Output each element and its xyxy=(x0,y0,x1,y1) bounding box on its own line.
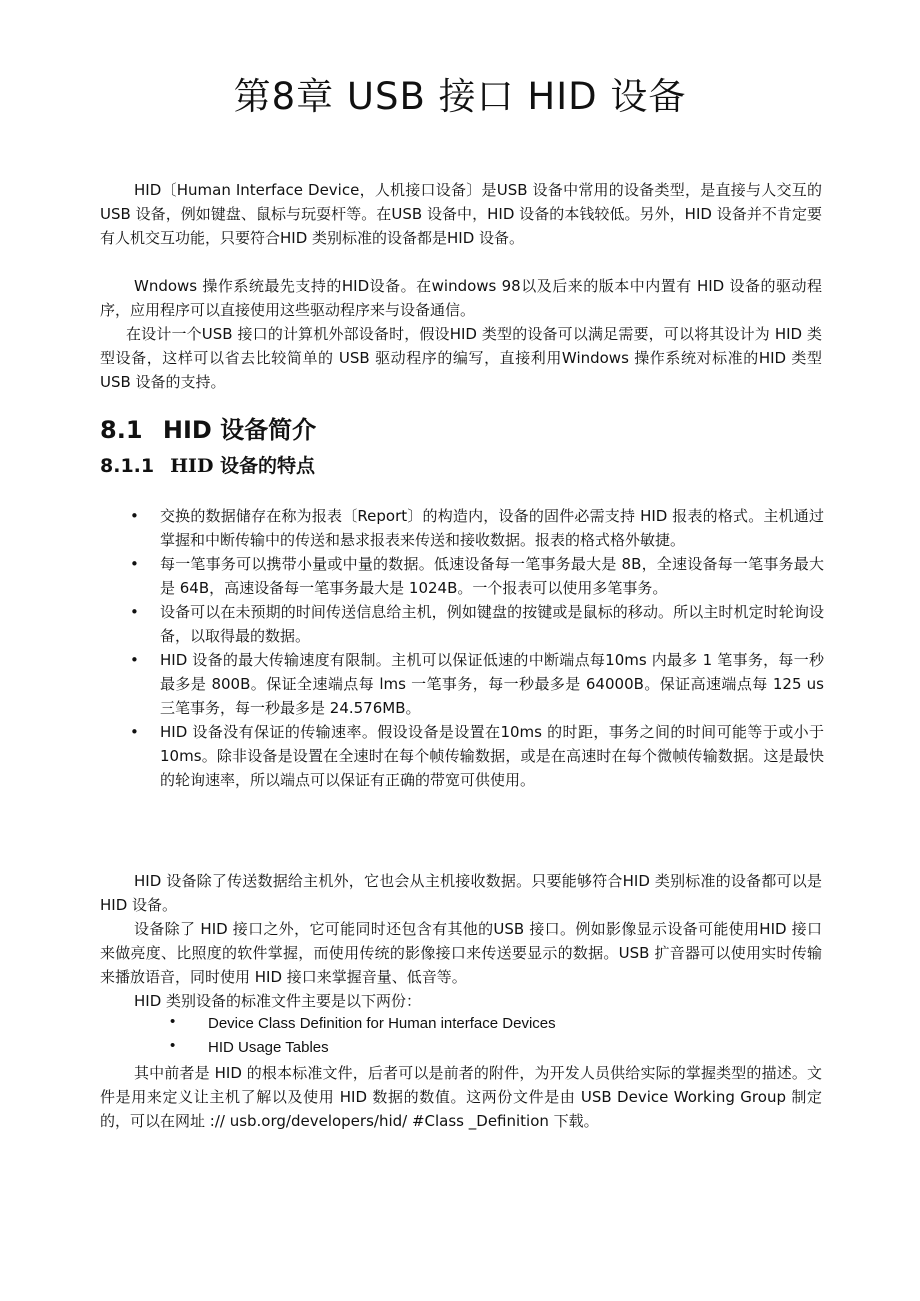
bullet-icon: • xyxy=(130,723,139,741)
intro-paragraph-1: HID〔Human Interface Device，人机接口设备〕是USB 设备中常用的设备类型，是直接与人交互的USB 设备，例如键盘、鼠标与玩耍杆等。在USB 设备中，HID 设备的本钱较低。另外，HID 设备并不肯定要有人机交互功能，只要符合HID 类别标准的设备都是HID 设备。 xyxy=(100,181,822,247)
list-item xyxy=(130,720,824,792)
intro-paragraph-2: Wndows 操作系统最先支持的HID设备。在windows 98以及后来的版本中内置有 HID 设备的驱动程序，应用程序可以直接使用这些驱动程序来与设备通信。 xyxy=(100,277,822,319)
list-item-text: HID 设备没有保证的传输速率。假设设备是设置在10ms 的时距，事务之间的时间可能等于或小于 10ms。除非设备是设置在全速时在每个帧传输数据，或是在高速时在每个微帧传输数据。这是最快的轮询速率，所以端点可以保证有正确的带宽可供使用。 xyxy=(160,723,824,789)
list-item-text: HID Usage Tables xyxy=(208,1039,329,1056)
body-paragraph-3: HID 类别设备的标准文件主要是以下两份： xyxy=(134,992,422,1010)
bullet-icon: • xyxy=(130,603,139,621)
list-item-text: 设备可以在未预期的时间传送信息给主机，例如键盘的按键或是鼠标的移动。所以主时机定时轮询设备，以取得最的数据。 xyxy=(160,603,824,645)
list-item xyxy=(130,600,824,648)
section-number: 8.1 xyxy=(100,416,143,444)
bullet-icon: • xyxy=(170,1013,176,1030)
bullet-icon: • xyxy=(130,507,139,525)
subsection-number: 8.1.1 xyxy=(100,455,155,477)
list-item-text: HID 设备的最大传输速度有限制。主机可以保证低速的中断端点每10ms 内最多 1 笔事务，每一秒最多是 800B。保证全速端点每 lms 一笔事务，每一秒最多是 64000B。保证高速端点每 125 us 三笔事务，每一秒最多是 24.576MB。 xyxy=(160,651,824,717)
list-item xyxy=(170,1012,556,1036)
list-item-text: 每一笔事务可以携带小量或中量的数据。低速设备每一笔事务最大是 8B，全速设备每一笔事务最大是 64B，高速设备每一笔事务最大是 1024B。一个报表可以使用多笔事务。 xyxy=(160,555,824,597)
body-paragraph-final: 其中前者是 HID 的根本标准文件，后者可以是前者的附件，为开发人员供给实际的掌握类型的描述。文件是用来定义让主机了解以及使用 HID 数据的数值。这两份文件是由 USB Device Working Group 制定的，可以在网址 :// usb.org/developers/hid/ #Class _Definition 下载。 xyxy=(100,1064,822,1130)
list-item xyxy=(130,504,824,552)
subsection-heading xyxy=(100,451,315,478)
standards-list xyxy=(170,1012,556,1060)
subsection-title: HID 设备的特点 xyxy=(170,455,316,477)
body-paragraph-1: HID 设备除了传送数据给主机外，它也会从主机接收数据。只要能够符合HID 类别标准的设备都可以是HID 设备。 xyxy=(100,872,822,914)
list-item xyxy=(170,1036,556,1060)
body-paragraph-2: 设备除了 HID 接口之外，它可能同时还包含有其他的USB 接口。例如影像显示设备可能使用HID 接口来做亮度、比照度的软件掌握，而使用传统的影像接口来传送要显示的数据。USB 扩音器可以使用实时传输来播放语音，同时使用 HID 接口来掌握音量、低音等。 xyxy=(100,920,822,986)
chapter-title: 第8章 USB 接口 HID 设备 xyxy=(233,75,687,118)
list-item xyxy=(130,648,824,720)
bullet-icon: • xyxy=(170,1037,176,1054)
list-item-text: 交换的数据储存在称为报表〔Report〕的构造内，设备的固件必需支持 HID 报表的格式。主机通过掌握和中断传输中的传送和悬求报表来传送和接收数据。报表的格式格外敏捷。 xyxy=(160,507,824,549)
bullet-icon: • xyxy=(130,651,139,669)
list-item-text: Device Class Definition for Human interface Devices xyxy=(208,1015,556,1032)
section-title: HID 设备简介 xyxy=(162,416,317,444)
feature-list xyxy=(130,504,824,792)
section-heading xyxy=(100,410,316,445)
bullet-icon: • xyxy=(130,555,139,573)
list-item xyxy=(130,552,824,600)
intro-paragraph-3: 在设计一个USB 接口的计算机外部设备时，假设HID 类型的设备可以满足需要，可以将其设计为 HID 类型设备，这样可以省去比较简单的 USB 驱动程序的编写，直接利用Windows 操作系统对标准的HID 类型USB 设备的支持。 xyxy=(100,325,822,391)
